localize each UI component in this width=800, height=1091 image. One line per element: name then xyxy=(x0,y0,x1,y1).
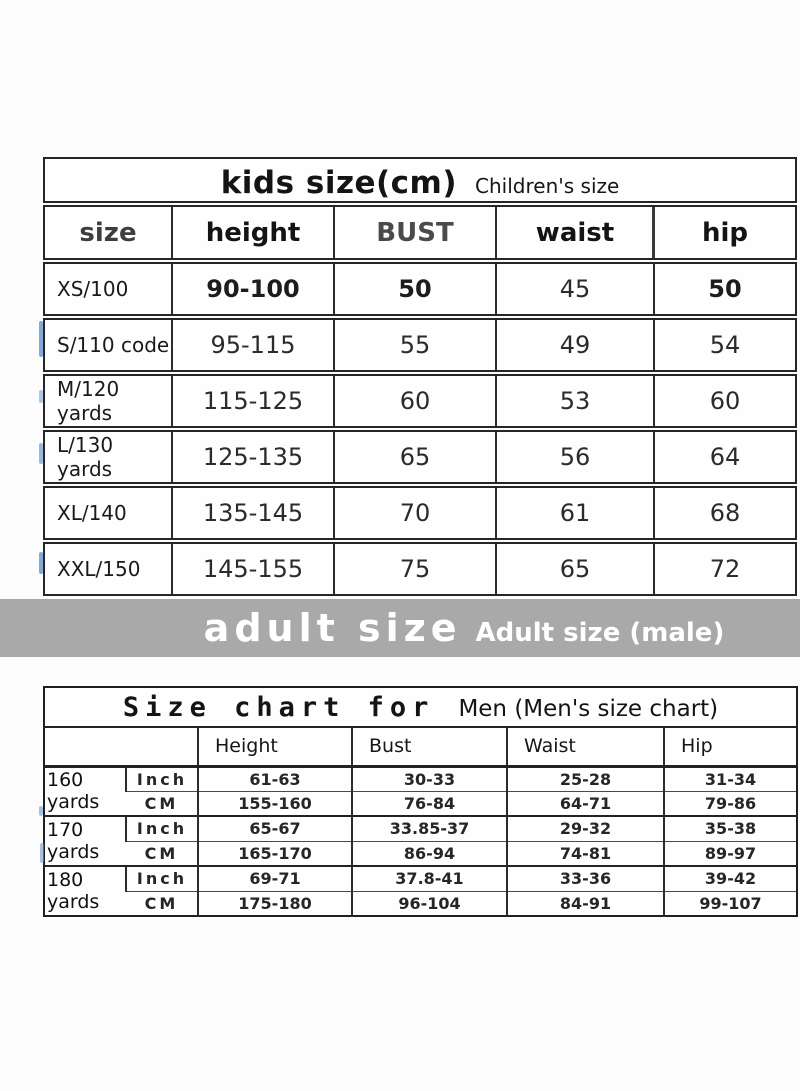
cell-waist: 74-81 xyxy=(507,841,664,866)
artifact-mark-blue xyxy=(39,443,43,464)
cell-waist: 61 xyxy=(497,488,655,538)
table-row xyxy=(44,891,797,916)
cell-height: 115-125 xyxy=(173,376,335,426)
kids-table-title-row xyxy=(43,157,797,203)
cell-height: 175-180 xyxy=(198,891,352,916)
cell-hip: 50 xyxy=(708,275,742,303)
table-row xyxy=(44,816,797,841)
cell-height: 61-63 xyxy=(198,766,352,791)
cell-size: M/120 yards xyxy=(45,376,173,426)
cell-unit: Inch xyxy=(126,816,198,841)
cell-bust: 86-94 xyxy=(352,841,507,866)
cell-waist: 84-91 xyxy=(507,891,664,916)
cell-waist: 29-32 xyxy=(507,816,664,841)
mens-header-hip: Hip xyxy=(664,727,797,766)
cell-bust: 75 xyxy=(335,544,497,594)
kids-header-bust: BUST xyxy=(335,207,497,258)
artifact-mark-blue xyxy=(39,806,43,816)
table-row xyxy=(43,430,797,484)
cell-bust: 55 xyxy=(335,320,497,370)
cell-height: 65-67 xyxy=(198,816,352,841)
cell-size: S/110 code xyxy=(45,320,173,370)
cell-waist: 45 xyxy=(497,264,655,314)
cell-waist: 49 xyxy=(497,320,655,370)
cell-size-label: 180 yards xyxy=(44,866,126,916)
artifact-mark-blue xyxy=(39,321,43,357)
adult-size-banner xyxy=(0,599,800,657)
cell-size-label: 170 yards xyxy=(44,816,126,866)
cell-bust: 30-33 xyxy=(352,766,507,791)
cell-hip: 54 xyxy=(709,331,741,359)
table-row xyxy=(44,766,797,791)
mens-header-height: Height xyxy=(198,727,352,766)
mens-table-subtitle: Men (Men's size chart) xyxy=(458,695,719,722)
cell-bust: 65 xyxy=(335,432,497,482)
table-row xyxy=(43,374,797,428)
table-row xyxy=(44,841,797,866)
table-row xyxy=(43,318,797,372)
cell-hip: 60 xyxy=(709,387,741,415)
cell-hip: 79-86 xyxy=(664,791,797,816)
kids-table-header-row xyxy=(43,205,797,260)
kids-table-title: kids size(cm) xyxy=(220,165,458,201)
kids-header-size: size xyxy=(45,207,173,258)
cell-height: 125-135 xyxy=(173,432,335,482)
cell-hip: 89-97 xyxy=(664,841,797,866)
cell-height: 90-100 xyxy=(173,264,335,314)
mens-table-title-row xyxy=(44,687,797,727)
kids-table-subtitle: Children's size xyxy=(475,174,620,198)
mens-table-title: Size chart for xyxy=(122,691,435,723)
cell-bust: 76-84 xyxy=(352,791,507,816)
cell-waist: 33-36 xyxy=(507,866,664,891)
cell-waist: 56 xyxy=(497,432,655,482)
cell-unit: CM xyxy=(126,841,198,866)
cell-size: XXL/150 xyxy=(45,544,173,594)
cell-height: 95-115 xyxy=(173,320,335,370)
cell-height: 135-145 xyxy=(173,488,335,538)
mens-table-header-row xyxy=(44,727,797,766)
cell-hip: 35-38 xyxy=(664,816,797,841)
table-row xyxy=(43,486,797,540)
mens-header-bust: Bust xyxy=(352,727,507,766)
cell-size: XL/140 xyxy=(45,488,173,538)
mens-header-empty xyxy=(44,727,198,766)
table-row xyxy=(43,542,797,596)
cell-bust: 96-104 xyxy=(352,891,507,916)
cell-size-label: 160 yards xyxy=(44,766,126,816)
cell-waist: 65 xyxy=(497,544,655,594)
adult-banner-title: adult size xyxy=(203,606,462,650)
table-row xyxy=(43,262,797,316)
cell-unit: Inch xyxy=(126,766,198,791)
artifact-mark-blue xyxy=(39,552,43,574)
cell-waist: 64-71 xyxy=(507,791,664,816)
cell-hip: 68 xyxy=(709,499,741,527)
cell-unit: CM xyxy=(126,891,198,916)
kids-header-hip: hip xyxy=(652,207,795,258)
cell-unit: CM xyxy=(126,791,198,816)
cell-height: 145-155 xyxy=(173,544,335,594)
cell-size: L/130 yards xyxy=(45,432,173,482)
mens-size-table xyxy=(43,686,798,917)
cell-bust: 37.8-41 xyxy=(352,866,507,891)
cell-hip: 72 xyxy=(709,555,741,583)
table-row xyxy=(44,866,797,891)
cell-height: 155-160 xyxy=(198,791,352,816)
cell-waist: 25-28 xyxy=(507,766,664,791)
kids-size-table xyxy=(43,157,797,598)
cell-bust: 33.85-37 xyxy=(352,816,507,841)
artifact-mark-blue xyxy=(40,843,44,863)
kids-header-waist: waist xyxy=(497,207,655,258)
cell-hip: 99-107 xyxy=(664,891,797,916)
cell-waist: 53 xyxy=(497,376,655,426)
adult-banner-subtitle: Adult size (male) xyxy=(475,618,725,648)
cell-bust: 50 xyxy=(335,264,497,314)
cell-size: XS/100 xyxy=(45,264,173,314)
cell-bust: 70 xyxy=(335,488,497,538)
cell-hip: 31-34 xyxy=(664,766,797,791)
mens-header-waist: Waist xyxy=(507,727,664,766)
cell-height: 69-71 xyxy=(198,866,352,891)
cell-hip: 39-42 xyxy=(664,866,797,891)
cell-hip: 64 xyxy=(709,443,741,471)
cell-unit: Inch xyxy=(126,866,198,891)
artifact-mark-blue xyxy=(39,390,43,403)
cell-bust: 60 xyxy=(335,376,497,426)
kids-header-height: height xyxy=(173,207,335,258)
cell-height: 165-170 xyxy=(198,841,352,866)
table-row xyxy=(44,791,797,816)
